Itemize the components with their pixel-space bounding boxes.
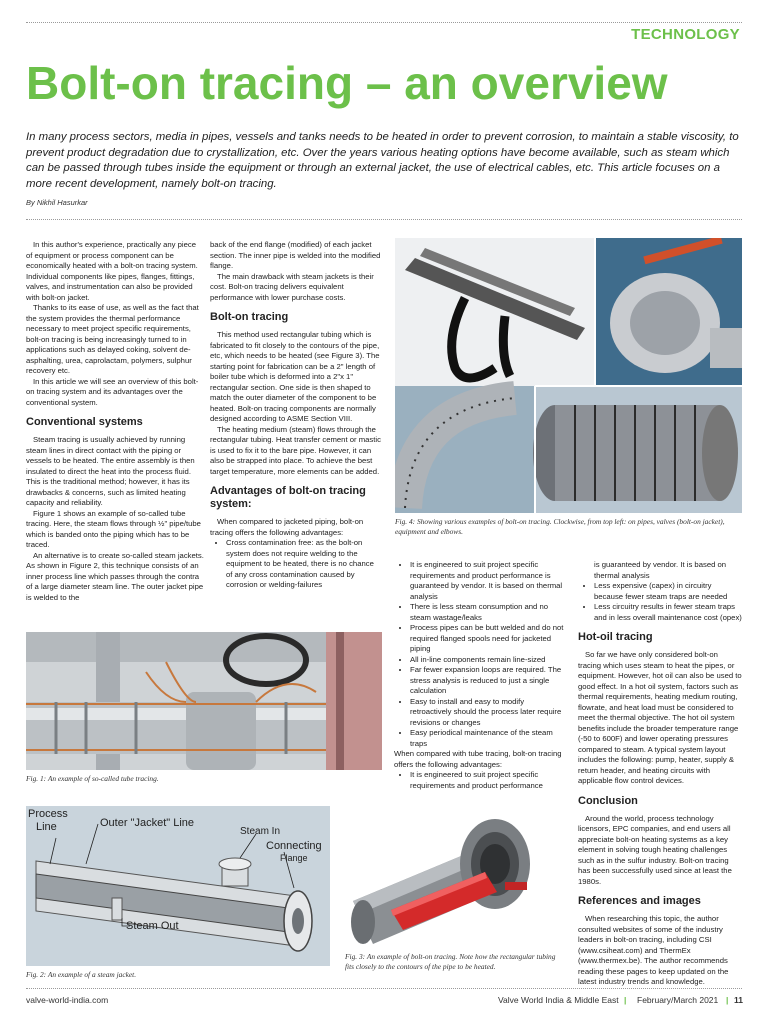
figure-4-photo	[395, 238, 742, 513]
paragraph: back of the end flange (modified) of each jacket section. The inner pipe is welded into the modified flange.	[210, 240, 381, 270]
paragraph: When compared to jacketed piping, bolt-on tracing offers the following advantages:	[210, 517, 364, 537]
list-item: • Easy to install and easy to modify retroactively should the process later require revisions or changes	[410, 697, 566, 729]
heading-conclusion: Conclusion	[578, 794, 638, 807]
footer-magazine-name: Valve World India & Middle East	[498, 995, 619, 1005]
footer-rule	[26, 988, 742, 989]
label-steam-out: Steam Out	[126, 920, 179, 932]
paragraph: In this article we will see an overview of this bolt-on tracing system and its advantages over the conventional system.	[26, 376, 199, 407]
column-2	[210, 240, 382, 591]
footer-magazine	[498, 995, 619, 1005]
footer-divider-2: |	[726, 995, 729, 1005]
paragraph: The main drawback with steam jackets is their cost. Bolt-on tracing delivers equivalent performance with lower purchase costs.	[210, 271, 374, 302]
paragraph: An alternative is to create so-called steam jackets. As shown in Figure 2, this technique consists of an inner process line which passes through the contra of a large diameter steam line. The outer jacket pipe is welded to the	[26, 550, 204, 602]
list-item: • Process pipes can be butt welded and do not required flanged spools need for jacketed piping	[410, 623, 566, 655]
tube-tracing-advantages-list	[578, 581, 742, 623]
figure-3-caption: Fig. 3: An example of bolt-on tracing. Note how the rectangular tubing fits closely to the contours of the pipe to be heated.	[345, 952, 556, 971]
list-item: • There is less steam consumption and no steam wastage/leaks	[410, 602, 566, 623]
heading-references: References and images	[578, 895, 701, 907]
paragraph: So far we have only considered bolt-on tracing which uses steam to heat the pipes, or equipment. However, hot oil can also be used to good effect. In a hot oil system, factors such as thermal requirements, heating medium routing, flowrate, and heat load must be considered to meet the thermal objective. The hot oil system benefits include the broader temperature range (-50 to 600F) and lower operating pressures compared to steam. A typical system layout includes the following: pump, heater, supply & return header, and heating circuits with applicable flow control devices.	[578, 650, 742, 785]
top-rule	[26, 22, 742, 23]
paragraph: The heating medium (steam) flows through the rectangular tubing. Heat transfer cement or mastic is used to fix it to the bare pipe. However, it can also be strapped into place. To achieve the best target temperature, more elements can be added.	[210, 424, 381, 476]
list-item: • It is engineered to suit project specific requirements and product performance	[410, 770, 566, 791]
figure-3-photo	[345, 806, 560, 946]
list-item: • All in-line components remain line-sized	[410, 655, 566, 666]
paragraph: is guaranteed by vendor. It is based on thermal analysis	[594, 560, 727, 580]
paragraph: When compared with tube tracing, bolt-on tracing offers the following advantages:	[394, 749, 562, 769]
list-item: • Far fewer expansion loops are required. The stress analysis is reduced to just a single calculation	[410, 665, 566, 697]
column-4	[578, 560, 742, 988]
label-flange: Flange	[280, 853, 308, 863]
heading-bolt-on-tracing: Bolt-on tracing	[210, 311, 289, 323]
figure-2-caption: Fig. 2: An example of a steam jacket.	[26, 970, 137, 979]
article-lead: In many process sectors, media in pipes, vessels and tanks needs to be heated in order to prevent corrosion, to maintain a stable viscosity, to prevent product degradation due to crystallization, etc. Over the years various heating options have become available, such as steam which can be passed through tubes inside the equipment or through an external jacket, the use of electrical cables, etc. This article focuses on a more recent development, namely bolt-on tracing.	[26, 131, 739, 190]
list-item: • Less circuitry results in fewer steam traps and in less overall maintenance cost (opex)	[594, 602, 742, 623]
paragraph: In this author's experience, practically any piece of equipment or process component can be economically heated with a bolt-on tracing system. Individual components like pipes, flanges, fittings, valves, and instrumentation can also be provided with bolt-on jacket.	[26, 240, 198, 302]
byline: By Nikhil Hasurkar	[26, 198, 88, 207]
section-tag: TECHNOLOGY	[631, 26, 740, 43]
label-process: Process	[28, 808, 68, 820]
paragraph: When researching this topic, the author consulted websites of some of the industry leaders in bolt-on tracing, including CSI (www.csiheat.com) and ThermEx (www.thermex.be). The author recommends reading these pages to keep updated on the latest industry trends and knowledge.	[578, 914, 729, 986]
footer-divider-1: |	[624, 995, 627, 1005]
advantages-list	[394, 560, 566, 749]
list-item: • Easy periodical maintenance of the steam traps	[410, 728, 566, 749]
paragraph: Around the world, process technology licensors, EPC companies, and end users all appreciate bolt-on heating systems as a key element in solving tough heating challenges such as in the sulfur industry. Bolt-on tracing has been successfully used since at least the 1980s.	[578, 813, 732, 886]
footer-website[interactable]: valve-world-india.com	[26, 995, 109, 1005]
column-1	[26, 240, 204, 603]
label-outer-jacket-line: Outer "Jacket" Line	[100, 817, 195, 829]
figure-1-caption: Fig. 1: An example of so-called tube tracing.	[26, 774, 159, 783]
page-number: 11	[734, 995, 743, 1005]
label-steam-in: Steam In	[240, 826, 281, 837]
label-line: Line	[36, 821, 57, 833]
list-item: • Less expensive (capex) in circuitry because fewer steam traps are needed	[594, 581, 742, 602]
heading-conventional-systems: Conventional systems	[26, 416, 143, 428]
figure-1-photo	[26, 632, 382, 770]
list-item: • Cross contamination free: as the bolt-on system does not require welding to the equipment to be heated, there is no chance of any cross contamination caused by corrosion or welding-failures	[226, 538, 382, 591]
footer-issue: February/March 2021	[637, 995, 719, 1005]
heading-advantages: Advantages of bolt-on tracing system:	[210, 485, 366, 510]
label-connecting: Connecting	[266, 840, 322, 852]
list-item: • It is engineered to suit project specific requirements and product performance is guaranteed by vendor. It is based on thermal analysis	[410, 560, 566, 602]
column-3	[394, 560, 566, 791]
heading-hot-oil-tracing: Hot-oil tracing	[578, 631, 653, 643]
paragraph: Steam tracing is usually achieved by running steam lines in direct contact with the piping or vessels to be heated. The entire assembly is then insulated to direct the heat into the process fluid. This is the traditional method; however, it has its drawbacks & concerns, such as limited heating capacity and reliability.	[26, 435, 195, 507]
figure-4-caption: Fig. 4: Showing various examples of bolt-on tracing. Clockwise, from top left: on pipes, valves (bolt-on jacket), equipment and elbows.	[395, 517, 725, 536]
page-title: Bolt-on tracing – an overview	[26, 57, 668, 109]
paragraph: Figure 1 shows an example of so-called tube tracing. Here, the steam flows through ½" pipe/tube which is banded onto the piping which has to be traced.	[26, 508, 201, 549]
tube-tracing-advantages-list	[394, 770, 566, 791]
header-rule	[26, 219, 742, 220]
paragraph: Thanks to its ease of use, as well as the fact that the system provides the thermal performance necessary to meet project specific requirements, bolt-on tracing is being increasingly turned to in applications such as delayed coking, solvent de-asphalting, urea, caprolactam, polymers, sulphur recovery etc.	[26, 303, 199, 375]
paragraph: This method used rectangular tubing which is fabricated to fit closely to the contours of the pipe, etc, which needs to be heated (see Figure 3). The starting point for fabrication can be a 2" length of boiler tube which is deformed into a 2"x 1" rectangular section. One side is then shaped to match the outer diameter of the component to be heated. Bolt-on tracing components are normally designed according to ASME Section VIII.	[210, 330, 380, 423]
figure-2-diagram	[26, 806, 330, 966]
advantages-list	[210, 538, 382, 591]
